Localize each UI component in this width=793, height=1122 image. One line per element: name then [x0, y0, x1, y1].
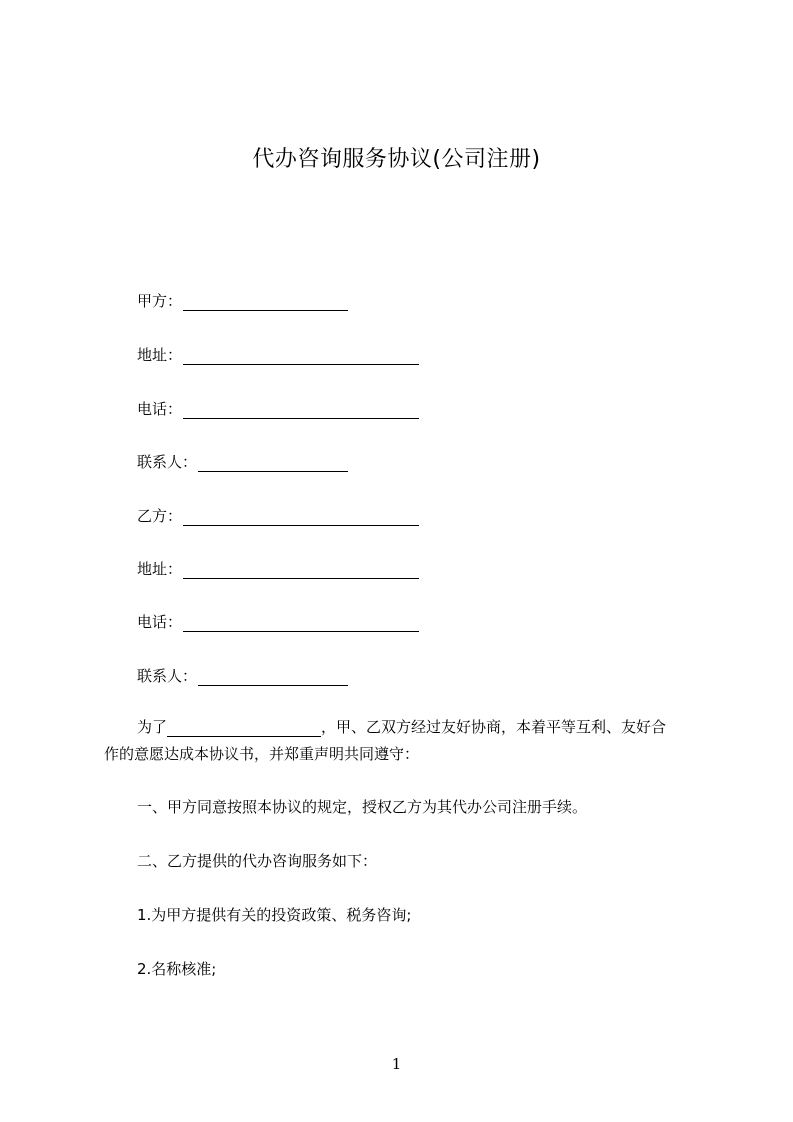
- party-a-name-field: [137, 291, 348, 311]
- clause-1: 一、甲方同意按照本协议的规定，授权乙方为其代办公司注册手续。: [137, 798, 588, 816]
- party-b-contact-field: [137, 666, 348, 686]
- clause-2-item-1: 1.为甲方提供有关的投资政策、税务咨询;: [137, 906, 412, 924]
- party-b-phone-blank[interactable]: [183, 615, 419, 632]
- party-b-contact-blank[interactable]: [198, 669, 348, 686]
- clause-2-item-2: 2.名称核准;: [137, 960, 217, 978]
- intro-line-1: [137, 717, 666, 737]
- clause-2: 二、乙方提供的代办咨询服务如下：: [137, 852, 378, 870]
- purpose-blank[interactable]: [167, 720, 321, 737]
- party-b-address-field: [137, 559, 419, 579]
- intro-line-2: 作的意愿达成本协议书，并郑重声明共同遵守：: [104, 745, 420, 763]
- party-b-phone-label: 电话：: [137, 613, 183, 631]
- party-b-name-blank[interactable]: [183, 509, 419, 526]
- intro-prefix: 为了: [137, 718, 168, 736]
- party-a-phone-blank[interactable]: [183, 402, 419, 419]
- party-a-contact-field: [137, 452, 348, 472]
- party-a-address-blank[interactable]: [183, 348, 419, 365]
- page-number: 1: [391, 1055, 402, 1073]
- party-b-name-field: [137, 506, 419, 526]
- party-a-contact-blank[interactable]: [198, 455, 348, 472]
- party-a-address-label: 地址：: [137, 346, 183, 364]
- party-a-contact-label: 联系人：: [137, 453, 198, 471]
- intro-suffix: ，甲、乙双方经过友好协商，本着平等互利、友好合: [321, 718, 667, 736]
- party-b-address-blank[interactable]: [183, 562, 419, 579]
- party-b-name-label: 乙方：: [137, 507, 183, 525]
- party-b-address-label: 地址：: [137, 560, 183, 578]
- party-a-address-field: [137, 345, 419, 365]
- party-b-contact-label: 联系人：: [137, 667, 198, 685]
- party-a-name-blank[interactable]: [183, 294, 348, 311]
- party-a-phone-label: 电话：: [137, 400, 183, 418]
- document-title: 代办咨询服务协议(公司注册): [252, 147, 541, 172]
- party-b-phone-field: [137, 612, 419, 632]
- party-a-name-label: 甲方：: [137, 292, 183, 310]
- party-a-phone-field: [137, 399, 419, 419]
